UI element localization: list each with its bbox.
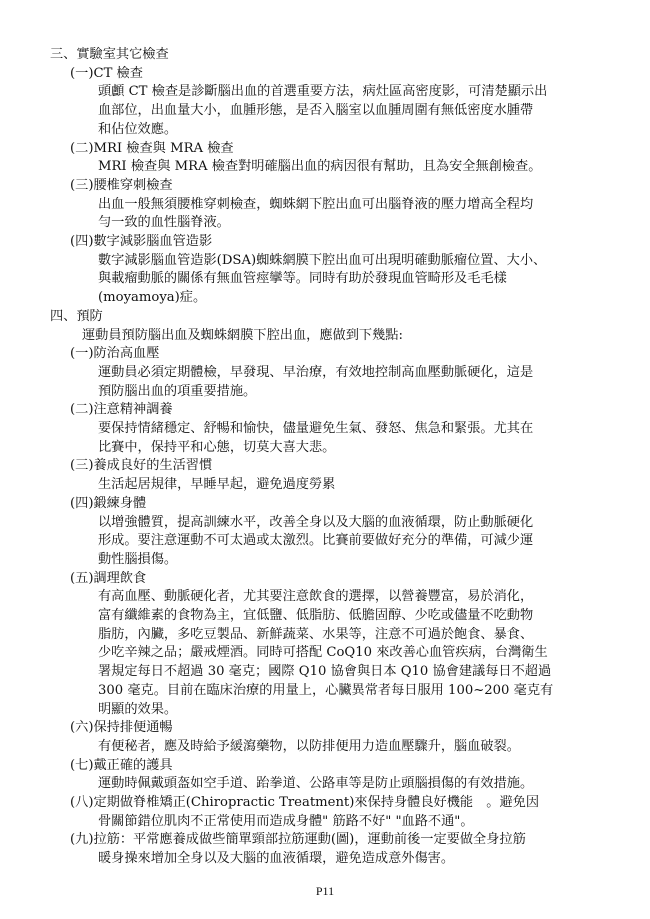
item-diet-line: 署規定每日不超過 30 毫克；國際 Q10 協會與日本 Q10 協會建議每日不超過 (98, 664, 552, 680)
item-diet-line: 明顯的效果。 (98, 701, 178, 717)
item-lumbar-title: (三)腰椎穿刺檢查 (70, 177, 173, 193)
item-exercise-line: 以增強體質，提高訓練水平，改善全身以及大腦的血液循環，防止動脈硬化 (98, 514, 534, 530)
item-diet-line: 富有纖維素的食物為主，宜低鹽、低脂肪、低膽固醇、少吃或儘量不吃動物 (98, 608, 534, 623)
item-hypertension-title: (一)防治高血壓 (70, 346, 160, 362)
item-protective-gear-line: 運動時佩戴頭盔如空手道、跆拳道、公路車等是防止頭腦損傷的有效措施。 (98, 776, 534, 792)
item-mri-title: (二)MRI 檢查與 MRA 檢查 (70, 140, 234, 156)
item-hypertension-line: 預防腦出血的項重要措施。 (98, 383, 257, 399)
item-exercise-title: (四)鍛練身體 (70, 495, 147, 511)
item-dsa-line: (moyamoya)症。 (98, 290, 207, 306)
item-stretching-line: 暖身操來增加全身以及大腦的血液循環，避免造成意外傷害。 (98, 851, 455, 867)
item-habits-title: (三)養成良好的生活習慣 (70, 458, 213, 474)
item-protective-gear-title: (七)戴正確的護具 (70, 757, 173, 773)
item-diet-line: 少吃辛辣之品；嚴戒煙酒。同時可搭配 CoQ10 來改善心血管疾病，台灣衛生 (98, 645, 548, 661)
item-dsa-title: (四)數字減影腦血管造影 (70, 234, 213, 249)
item-lumbar-line: 出血一般無須腰椎穿刺檢查，蜘蛛網下腔出血可出腦脊液的壓力增高全程均 (98, 196, 534, 212)
item-dsa-line: 數字減影腦血管造影(DSA)蜘蛛網膜下腔出血可出現明確動脈瘤位置、大小、 (98, 252, 547, 268)
page-number: P11 (315, 884, 335, 898)
item-diet-title: (五)調理飲食 (70, 570, 147, 586)
item-ct-title: (一)CT 檢查 (70, 65, 143, 81)
item-ct-line: 頭顱 CT 檢查是診斷腦出血的首選重要方法，病灶區高密度影，可清楚顯示出 (98, 84, 548, 100)
item-hypertension-line: 運動員必須定期體檢，早發現、早治療，有效地控制高血壓動脈硬化，這是 (98, 364, 534, 380)
item-mental-line: 要保持情緒穩定、舒暢和愉快，儘量避免生氣、發怒、焦急和緊張。尤其在 (98, 421, 534, 436)
item-dsa-line: 與載瘤動脈的關係有無血管痙攣等。同時有助於發現血管畸形及毛毛樣 (98, 271, 507, 287)
section-4-heading: 四、預防 (50, 308, 103, 324)
item-mental-line: 比賽中，保持平和心態，切莫大喜大悲。 (98, 439, 336, 455)
item-habits-line: 生活起居規律，早睡早起，避免過度勞累 (98, 477, 336, 493)
item-bowel-line: 有便秘者，應及時給予緩瀉藥物，以防排便用力造血壓驟升，腦血破裂。 (98, 738, 520, 754)
item-bowel-title: (六)保持排便通暢 (70, 720, 173, 736)
item-chiropractic-line: 骨關節錯位肌肉不正常使用而造成身體" 筋路不好" "血路不通"。 (98, 813, 474, 829)
item-mental-title: (二)注意精神調養 (70, 402, 173, 418)
item-diet-line: 有高血壓、動脈硬化者，尤其要注意飲食的選擇，以營養豐富，易於消化， (98, 589, 534, 605)
section-4-intro: 運動員預防腦出血及蜘蛛網膜下腔出血，應做到下幾點: (82, 327, 403, 343)
item-exercise-line: 動性腦損傷。 (98, 551, 178, 567)
item-exercise-line: 形成。要注意運動不可太過或太激烈。比賽前要做好充分的準備，可減少運 (98, 533, 534, 549)
section-3-heading: 三、實驗室其它檢查 (50, 47, 169, 62)
item-ct-line: 和佔位效應。 (98, 121, 178, 137)
item-diet-line: 300 毫克。目前在臨床治療的用量上，心臟異常者每日服用 100~200 毫克有 (98, 682, 554, 698)
item-ct-line: 血部位，出血量大小，血腫形態，是否入腦室以血腫周圍有無低密度水腫帶 (98, 103, 534, 119)
item-diet-line: 脂肪，內臟，多吃豆製品、新鮮蔬菜、水果等，注意不可過於飽食、暴食、 (98, 626, 534, 642)
item-stretching-title: (九)拉筋：平常應養成做些簡單頸部拉筋運動(圖)，運動前後一定要做全身拉筋 (70, 832, 526, 848)
item-chiropractic-title: (八)定期做脊椎矯正(Chiropractic Treatment)來保持身體良好機能 。避免因 (70, 795, 540, 810)
item-lumbar-line: 勻一致的血性腦脊液。 (98, 215, 230, 231)
item-mri-line: MRI 檢查與 MRA 檢查對明確腦出血的病因很有幫助，且為安全無創檢查。 (98, 159, 542, 175)
